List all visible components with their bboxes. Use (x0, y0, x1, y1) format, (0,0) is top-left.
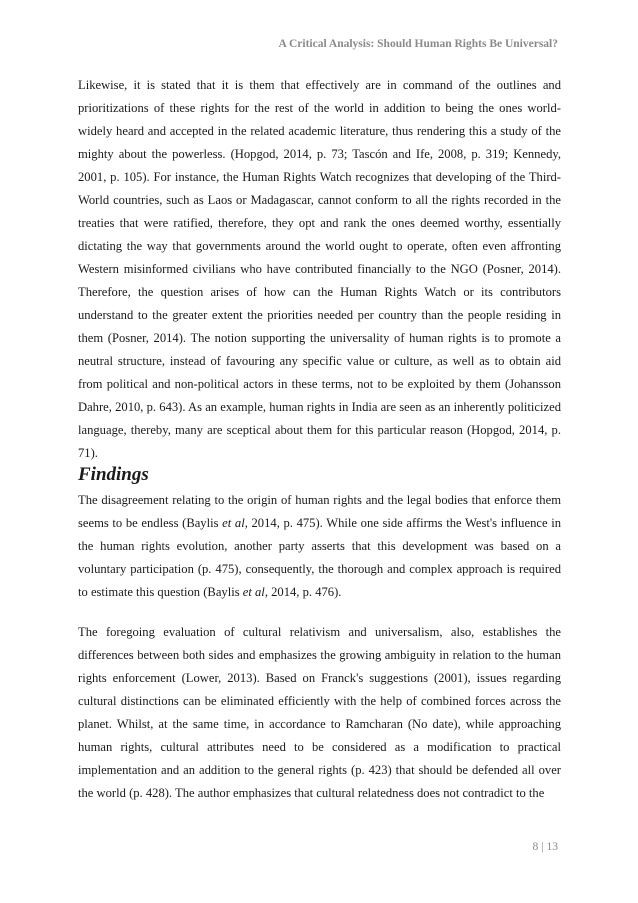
body-paragraph-1: Likewise, it is stated that it is them that effectively are in command of the outlines and prioritizations of these rights for the rest of the world in addition to being the ones world-widely heard and accepted in the related academic literature, thus rendering this a study of the mighty about the powerless. (Hopgod, 2014, p. 73; Tascón and Ife, 2008, p. 319; Kennedy, 2001, p. 105). For instance, the Human Rights Watch recognizes that developing of the Third-World countries, such as Laos or Madagascar, cannot conform to all the rights recorded in the treaties that were ratified, therefore, they opt and rank the ones deemed worthy, essentially dictating the way that governments around the world ought to operate, often even affronting Western misinformed civilians who have contributed financially to the NGO (Posner, 2014). Therefore, the question arises of how can the Human Rights Watch or its contributors understand to the greater extent the priorities needed per country than the people residing in them (Posner, 2014). The notion supporting the universality of human rights is to promote a neutral structure, instead of favouring any specific value or culture, as well as to obtain aid from political and non-political actors in these terms, not to be exploited by them (Johansson Dahre, 2010, p. 643). As an example, human rights in India are seen as an inherently politicized language, thereby, many are sceptical about them for this particular reason (Hopgod, 2014, p. 71). (78, 78, 561, 460)
body-paragraph-2 (78, 489, 561, 604)
citation-et-al: et al (222, 516, 245, 530)
paragraph-2-text-1: The disagreement relating to the origin of human rights and the legal bodies that enforce them seems to be endless (Baylis (78, 493, 561, 530)
paragraph-2-text-2: , 2014, p. 475). While one side affirms the West's influence in the human rights evolution, another party asserts that this development was based on a voluntary participation (p. 475), consequently, the thorough and complex approach is required to estimate this question (Baylis (78, 516, 561, 599)
findings-heading: Findings (78, 464, 149, 485)
page-number (532, 841, 558, 853)
page-current: 8 (532, 841, 539, 853)
body-paragraph-3: The foregoing evaluation of cultural relativism and universalism, also, establishes the differences between both sides and emphasizes the growing ambiguity in relation to the human rights enforcement (Lower, 2013). Based on Franck's suggestions (2001), issues regarding cultural distinctions can be eliminated efficiently with the help of combined forces across the planet. Whilst, at the same time, in accordance to Ramcharan (No date), while approaching human rights, cultural attributes need to be considered as a modification to practical implementation and an addition to the general rights (p. 423) that should be defended all over the world (p. 428). The author emphasizes that cultural relatedness does not contradict to the (78, 625, 561, 800)
paragraph-2-text-3: , 2014, p. 476). (264, 585, 342, 599)
page-total: 13 (546, 841, 558, 853)
page-separator: | (541, 841, 544, 853)
citation-et-al: et al (242, 585, 265, 599)
running-header: A Critical Analysis: Should Human Rights Be Universal? (278, 38, 558, 50)
